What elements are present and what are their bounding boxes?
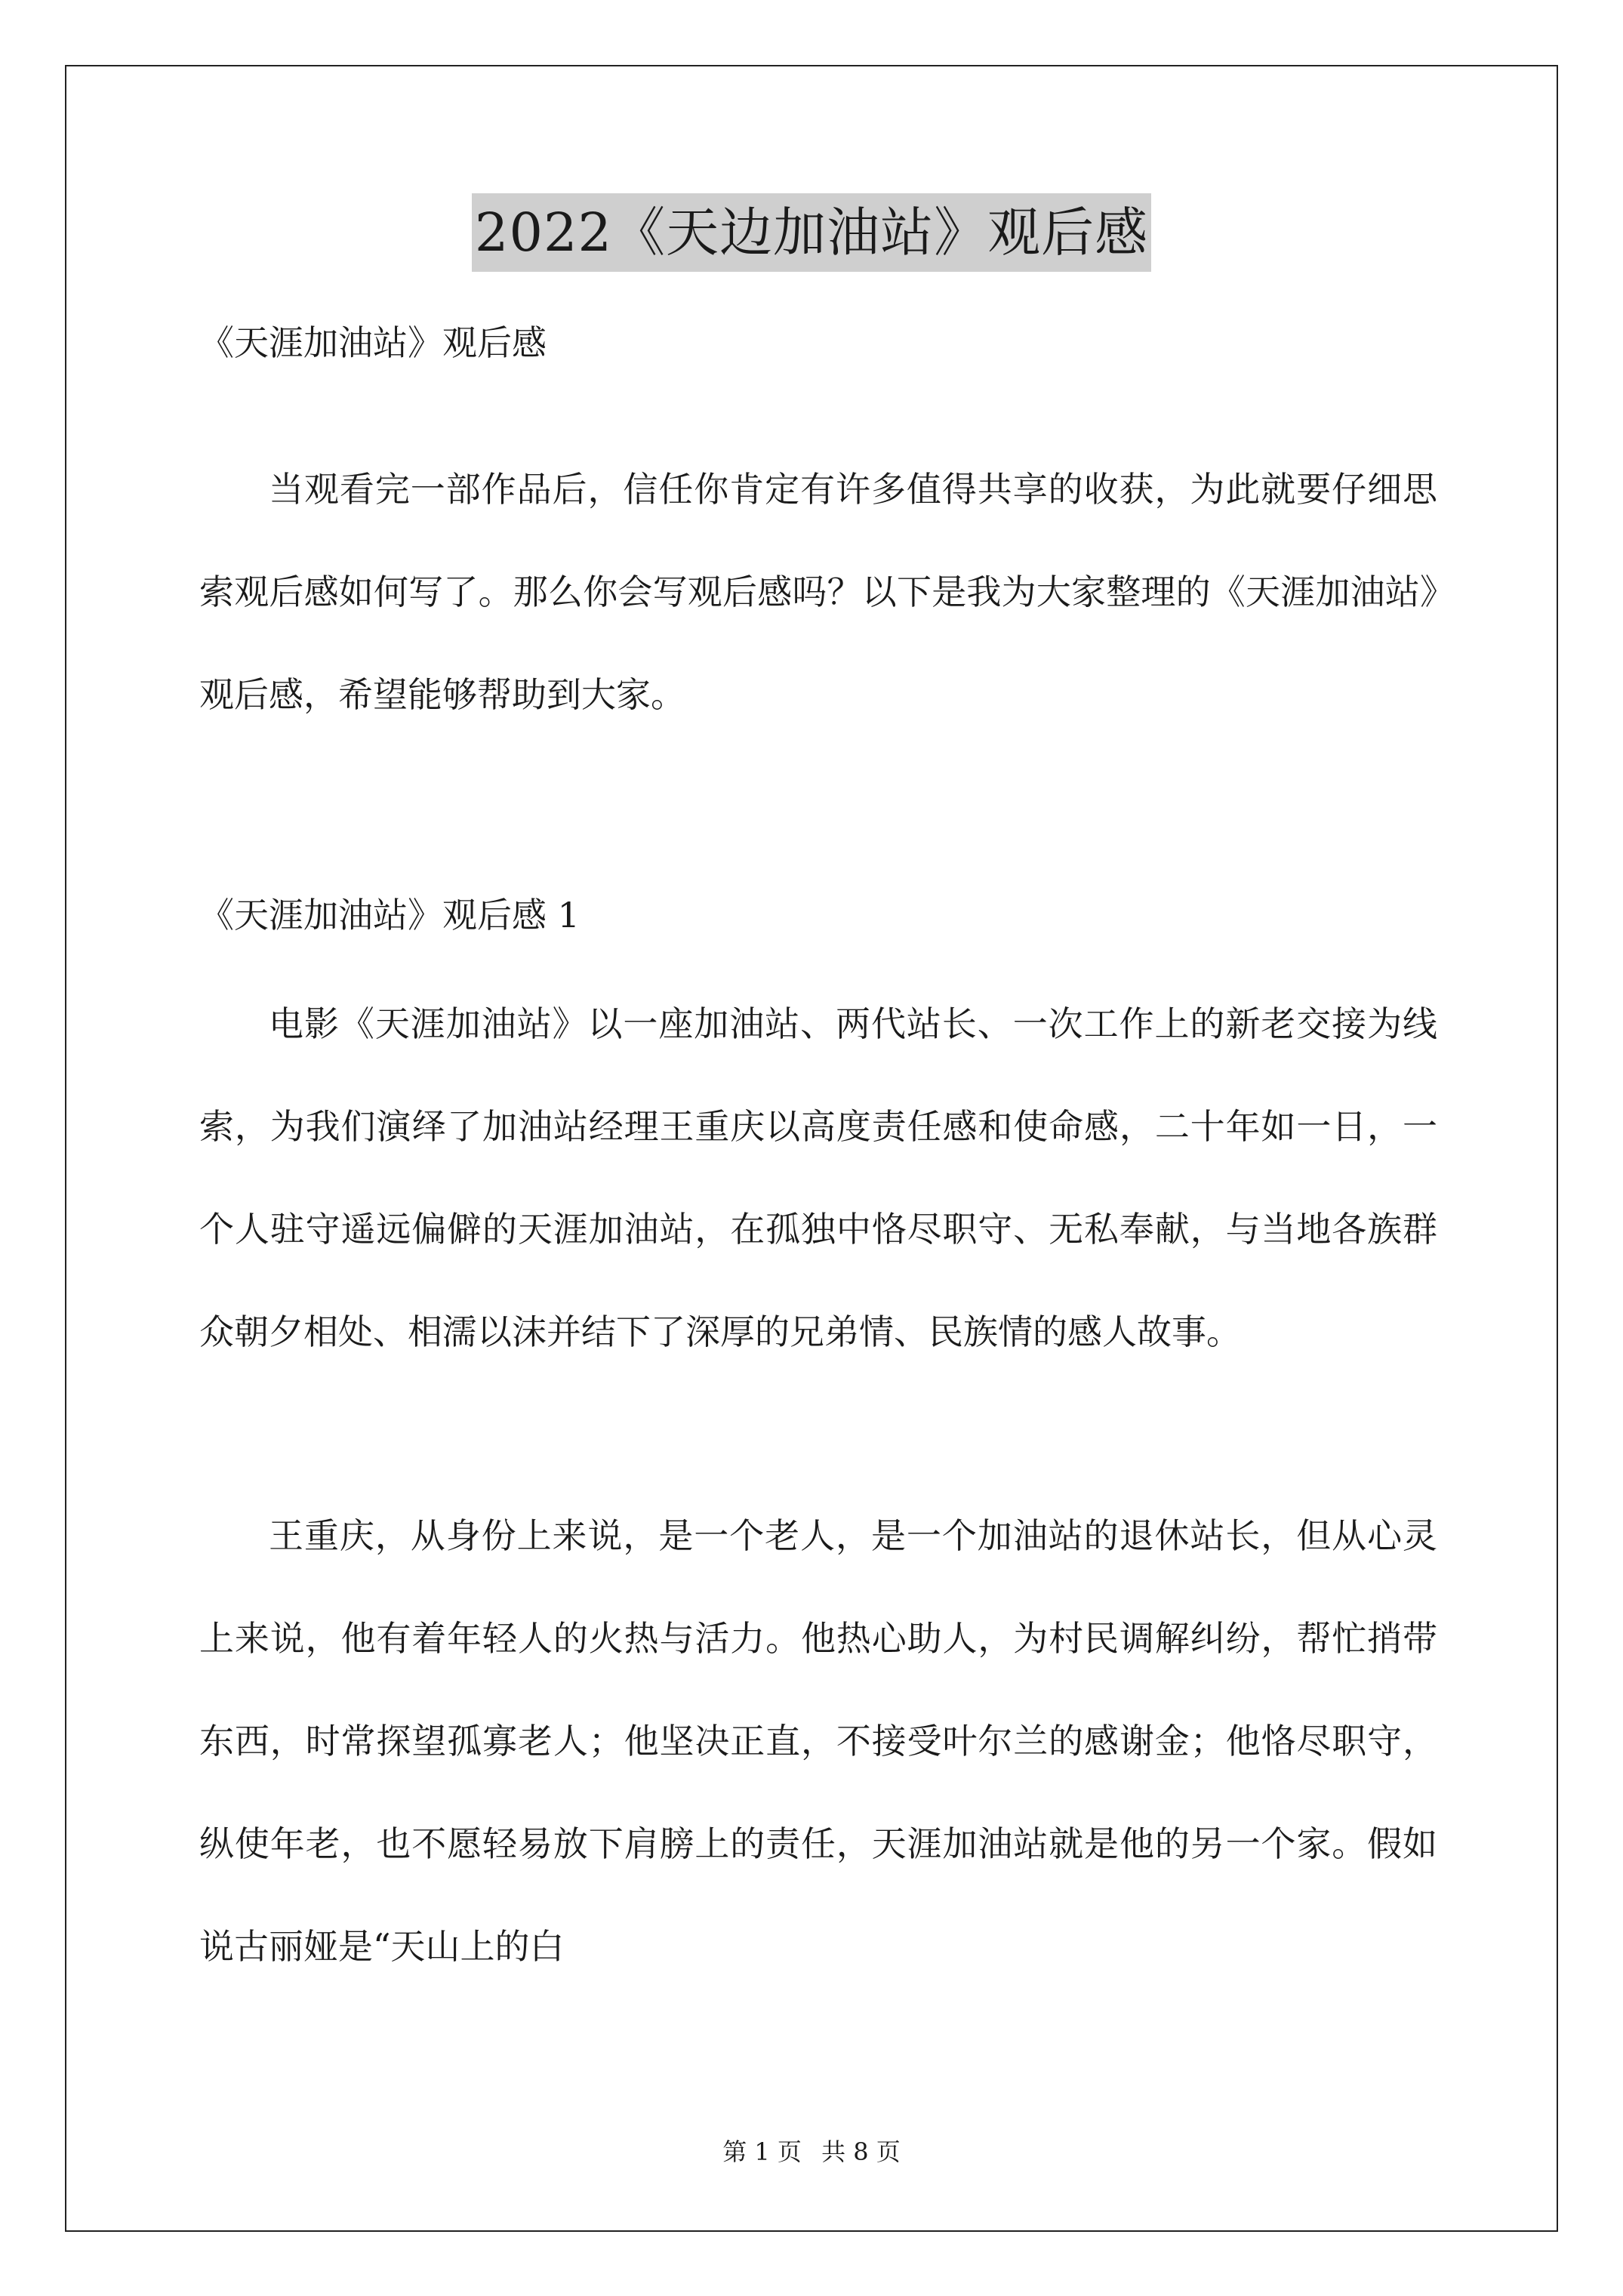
subheading-1: 《天涯加油站》观后感 1 — [199, 895, 580, 935]
paragraph-2: 王重庆，从身份上来说，是一个老人，是一个加油站的退休站长，但从心灵上来说，他有着年轻人的火热与活力。他热心助人，为村民调解纠纷，帮忙捎带东西，时常探望孤寡老人；他坚决正直，不接受叶尔兰的感谢金；他恪尽职守，纵使年老，也不愿轻易放下肩膀上的责任，天涯加油站就是他的另一个家。假如说古丽娅是“天山上的白 — [199, 1515, 1437, 1967]
page-footer — [0, 2135, 1623, 2168]
section-heading: 《天涯加油站》观后感 — [199, 322, 547, 363]
paragraph-1: 电影《天涯加油站》以一座加油站、两代站长、一次工作上的新老交接为线索，为我们演绎了加油站经理王重庆以高度责任感和使命感，二十年如一日，一个人驻守遥远偏僻的天涯加油站，在孤独中恪尽职守、无私奉献，与当地各族群众朝夕相处、相濡以沫并结下了深厚的兄弟情、民族情的感人故事。 — [199, 1003, 1437, 1352]
intro-paragraph: 当观看完一部作品后，信任你肯定有许多值得共享的收获，为此就要仔细思索观后感如何写了。那么你会写观后感吗？以下是我为大家整理的《天涯加油站》观后感，希望能够帮助到大家。 — [199, 469, 1437, 715]
page-number: 第 1 页 — [722, 2137, 802, 2166]
title-container — [0, 193, 1623, 272]
document-title: 2022《天边加油站》观后感 — [472, 193, 1151, 272]
page-total: 共 8 页 — [821, 2137, 901, 2166]
